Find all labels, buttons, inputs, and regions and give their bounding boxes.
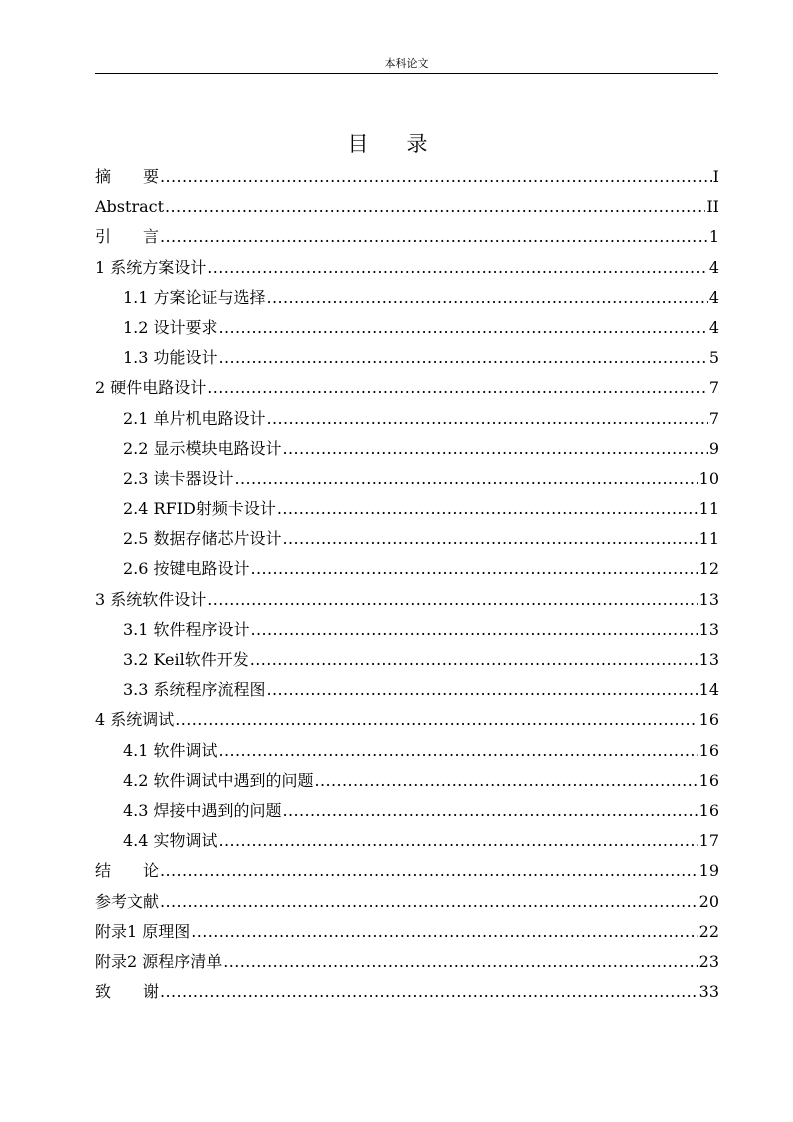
toc-dot-leader <box>160 162 712 192</box>
toc-entry[interactable] <box>95 977 719 1007</box>
toc-dot-leader <box>219 343 708 373</box>
toc-entry-page-number: 16 <box>698 800 719 820</box>
toc-entry-label: 致 谢 <box>95 982 160 1002</box>
toc-entry-label: 4.4 实物调试 <box>123 831 218 851</box>
toc-entry[interactable] <box>95 645 719 675</box>
toc-entry-page-number: 14 <box>698 680 719 700</box>
table-of-contents <box>95 162 719 1007</box>
toc-dot-leader <box>160 856 698 886</box>
toc-entry[interactable] <box>95 283 719 313</box>
toc-entry-label: 2.3 读卡器设计 <box>123 468 234 488</box>
toc-entry-label: 3 系统软件设计 <box>95 589 207 609</box>
header-divider <box>95 73 718 74</box>
toc-dot-leader <box>277 494 698 524</box>
toc-entry[interactable] <box>95 675 719 705</box>
toc-dot-leader <box>160 887 698 917</box>
toc-dot-leader <box>207 373 708 403</box>
toc-entry-page-number: 1 <box>708 227 719 247</box>
toc-dot-leader <box>235 464 698 494</box>
toc-entry-label: 2.4 RFID射频卡设计 <box>123 499 276 519</box>
toc-entry[interactable] <box>95 917 719 947</box>
toc-entry-label: 附录2 源程序清单 <box>95 951 223 971</box>
toc-entry[interactable] <box>95 464 719 494</box>
toc-entry-label: 参考文献 <box>95 891 160 911</box>
toc-entry[interactable] <box>95 585 719 615</box>
toc-entry-page-number: 4 <box>708 317 719 337</box>
toc-entry[interactable] <box>95 162 719 192</box>
toc-entry-page-number: 20 <box>698 891 719 911</box>
toc-entry-label: 4.3 焊接中遇到的问题 <box>123 800 282 820</box>
toc-entry[interactable] <box>95 796 719 826</box>
toc-dot-leader <box>267 283 708 313</box>
toc-entry-label: 摘 要 <box>95 167 160 186</box>
toc-entry[interactable] <box>95 524 719 554</box>
toc-entry-page-number: 13 <box>698 589 719 609</box>
toc-entry-page-number: 19 <box>698 861 719 881</box>
toc-entry[interactable] <box>95 343 719 373</box>
toc-dot-leader <box>219 736 698 766</box>
toc-entry-label: 4.1 软件调试 <box>123 740 218 760</box>
toc-entry-label: 2.1 单片机电路设计 <box>123 408 266 428</box>
toc-entry[interactable] <box>95 826 719 856</box>
toc-entry-page-number: 33 <box>698 982 719 1002</box>
toc-entry[interactable] <box>95 373 719 403</box>
toc-entry[interactable] <box>95 192 719 222</box>
toc-entry-label: 3.1 软件程序设计 <box>123 619 250 639</box>
toc-entry-page-number: 11 <box>698 499 719 519</box>
toc-entry-label: Abstract <box>95 197 165 217</box>
toc-entry-page-number: 7 <box>708 408 719 428</box>
toc-entry-label: 1 系统方案设计 <box>95 257 207 277</box>
toc-entry-label: 1.3 功能设计 <box>123 348 218 368</box>
toc-entry[interactable] <box>95 253 719 283</box>
toc-entry-page-number: 13 <box>698 650 719 669</box>
toc-entry[interactable] <box>95 554 719 584</box>
toc-entry[interactable] <box>95 494 719 524</box>
toc-entry[interactable] <box>95 947 719 977</box>
toc-entry-page-number: 5 <box>708 348 719 368</box>
toc-entry[interactable] <box>95 887 719 917</box>
toc-dot-leader <box>219 826 698 856</box>
toc-entry-page-number: 17 <box>698 831 719 851</box>
toc-entry[interactable] <box>95 856 719 886</box>
toc-entry-label: 附录1 原理图 <box>95 921 191 941</box>
toc-entry[interactable] <box>95 736 719 766</box>
toc-dot-leader <box>191 917 697 947</box>
toc-entry-label: 1.2 设计要求 <box>123 317 218 337</box>
toc-entry-page-number: 16 <box>698 770 719 790</box>
toc-entry[interactable] <box>95 404 719 434</box>
toc-entry-label: 结 论 <box>95 861 160 881</box>
toc-entry-page-number: 13 <box>698 619 719 639</box>
toc-entry-page-number: 16 <box>698 740 719 760</box>
toc-entry-page-number: II <box>706 197 719 217</box>
toc-dot-leader <box>219 313 708 343</box>
toc-dot-leader <box>160 222 708 252</box>
toc-dot-leader <box>165 192 705 222</box>
toc-entry-label: 引 言 <box>95 227 160 247</box>
toc-entry-label: 4.2 软件调试中遇到的问题 <box>123 770 314 790</box>
toc-entry-page-number: 11 <box>698 529 719 549</box>
toc-entry-page-number: 12 <box>698 559 719 579</box>
toc-dot-leader <box>207 585 697 615</box>
toc-dot-leader <box>250 645 698 675</box>
toc-dot-leader <box>315 766 698 796</box>
toc-dot-leader <box>283 434 708 464</box>
toc-entry-label: 3.2 Keil软件开发 <box>123 650 249 669</box>
toc-dot-leader <box>283 524 698 554</box>
toc-entry-page-number: 16 <box>698 710 719 730</box>
toc-entry-page-number: 10 <box>698 468 719 488</box>
toc-entry-page-number: 4 <box>708 287 719 307</box>
running-header: 本科论文 <box>384 57 429 70</box>
toc-entry[interactable] <box>95 434 719 464</box>
toc-dot-leader <box>223 947 697 977</box>
toc-entry-page-number: 22 <box>698 921 719 941</box>
toc-entry-label: 2.6 按键电路设计 <box>123 559 250 579</box>
toc-entry-page-number: I <box>712 167 719 186</box>
toc-entry-label: 3.3 系统程序流程图 <box>123 680 266 700</box>
toc-entry[interactable] <box>95 222 719 252</box>
toc-dot-leader <box>267 675 698 705</box>
toc-dot-leader <box>160 977 698 1007</box>
toc-entry[interactable] <box>95 766 719 796</box>
toc-dot-leader <box>251 554 698 584</box>
toc-entry-page-number: 4 <box>708 257 719 277</box>
toc-entry-label: 2 硬件电路设计 <box>95 378 207 398</box>
toc-entry-label: 2.5 数据存储芯片设计 <box>123 529 282 549</box>
toc-dot-leader <box>207 253 708 283</box>
toc-entry-page-number: 23 <box>698 951 719 971</box>
toc-dot-leader <box>251 615 698 645</box>
toc-entry-page-number: 7 <box>708 378 719 398</box>
toc-entry[interactable] <box>95 615 719 645</box>
toc-title: 目录 <box>347 132 466 156</box>
toc-entry-label: 1.1 方案论证与选择 <box>123 287 266 307</box>
toc-entry-label: 4 系统调试 <box>95 710 175 730</box>
toc-dot-leader <box>267 404 708 434</box>
toc-entry-label: 2.2 显示模块电路设计 <box>123 438 282 458</box>
toc-dot-leader <box>175 705 697 735</box>
toc-entry-page-number: 9 <box>708 438 719 458</box>
toc-dot-leader <box>283 796 698 826</box>
toc-entry[interactable] <box>95 313 719 343</box>
toc-entry[interactable] <box>95 705 719 735</box>
